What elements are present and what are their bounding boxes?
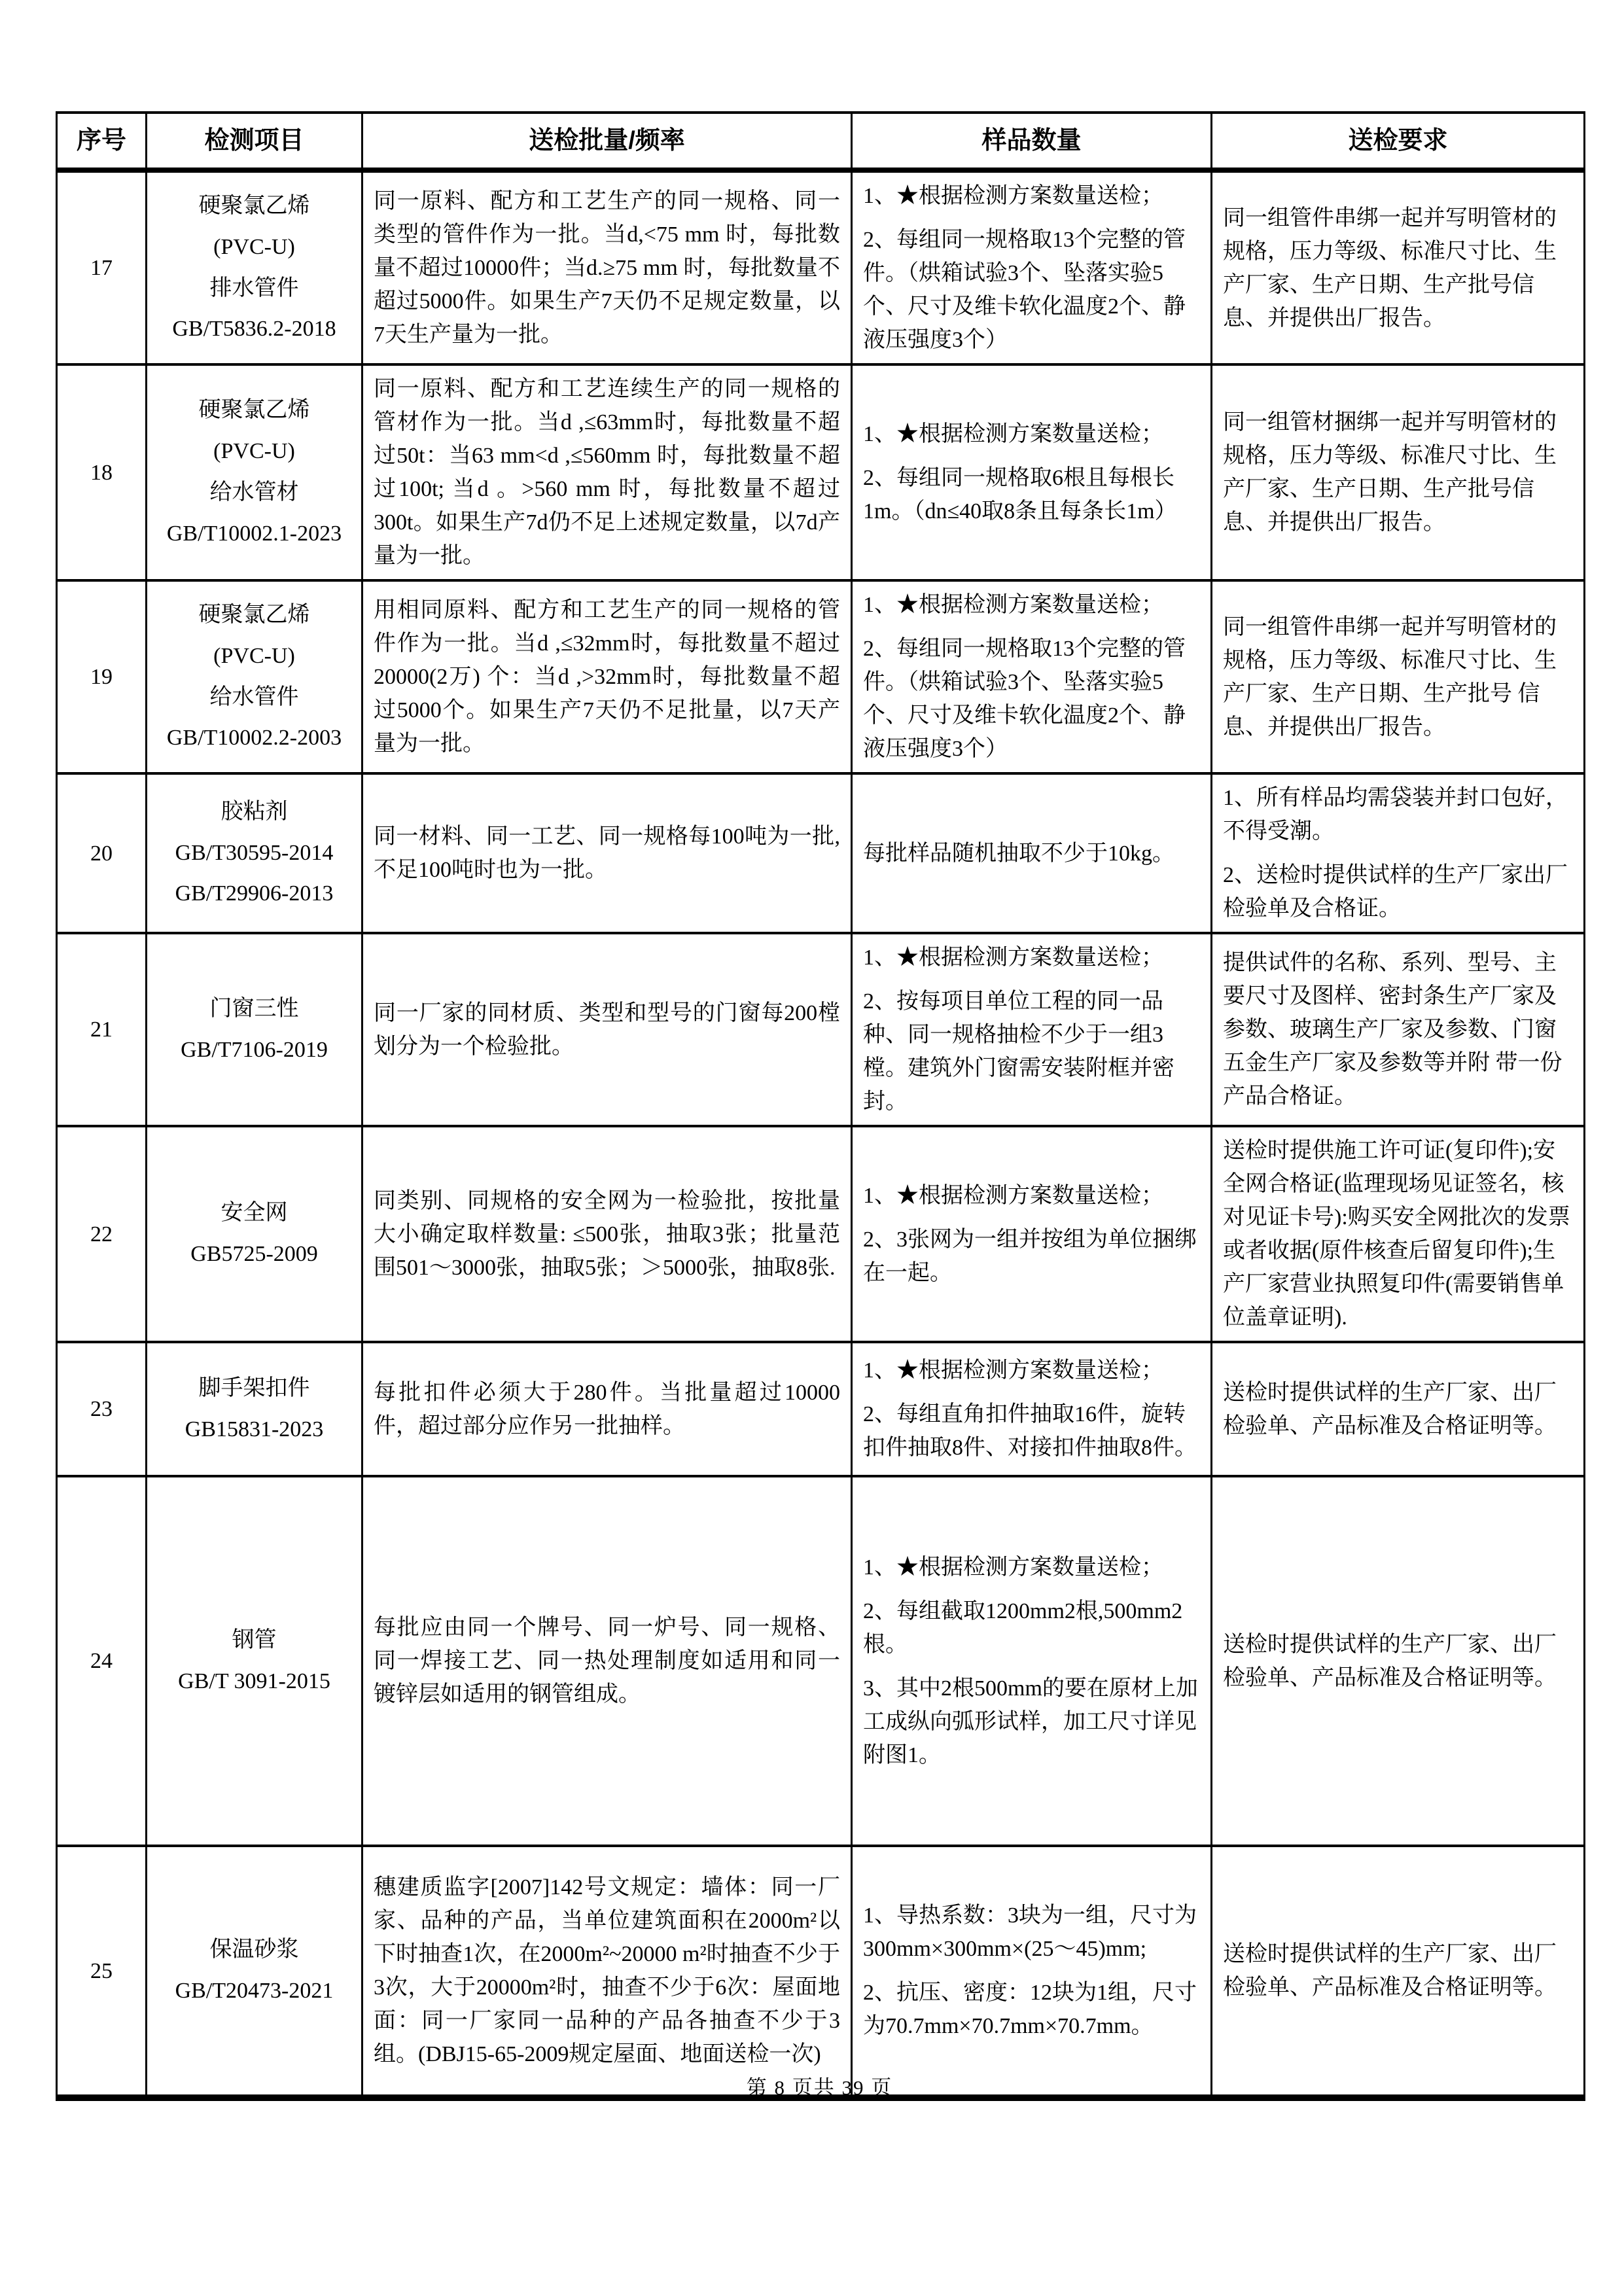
table-row bbox=[57, 1126, 1585, 1342]
requirement-cell bbox=[1212, 170, 1585, 364]
row-number-cell: 18 bbox=[57, 364, 147, 580]
requirement-text: 同一组管件串绑一起并写明管材的规格，压力等级、标准尺寸比、生产厂家、生产日期、生产批号 信息、并提供出厂报告。 bbox=[1223, 614, 1557, 739]
requirement-cell bbox=[1212, 933, 1585, 1126]
sample-quantity-text: 2、3张网为一组并按组为单位捆绑在一起。 bbox=[863, 1227, 1197, 1285]
batch-frequency-text: 同一材料、同一工艺、同一规格每100吨为一批,不足100吨时也为一批。 bbox=[374, 824, 840, 882]
batch-frequency-cell bbox=[362, 1342, 852, 1476]
sample-quantity-cell bbox=[852, 1342, 1212, 1476]
test-item-line: (PVC-U) bbox=[213, 439, 295, 464]
table-row bbox=[57, 170, 1585, 364]
test-item-line: 硬聚氯乙烯 bbox=[198, 398, 310, 423]
test-item-line: 胶粘剂 bbox=[221, 799, 288, 824]
sample-quantity-text: 2、按每项目单位工程的同一品种、同一规格抽检不少于一组3樘。建筑外门窗需安装附框并密封。 bbox=[863, 989, 1174, 1114]
sample-quantity-text: 1、★根据检测方案数量送检； bbox=[863, 593, 1163, 617]
test-item-line: GB/T10002.2-2003 bbox=[166, 726, 342, 751]
row-number-cell: 19 bbox=[57, 580, 147, 773]
requirement-text: 2、送检时提供试样的生产厂家出厂检验单及合格证。 bbox=[1223, 863, 1568, 921]
batch-frequency-cell bbox=[362, 773, 852, 933]
requirement-text: 送检时提供试样的生产厂家、出厂检验单、产品标准及合格证明等。 bbox=[1223, 1380, 1557, 1438]
column-header-no: 序号 bbox=[57, 113, 147, 170]
test-item-line: (PVC-U) bbox=[213, 643, 295, 668]
test-item-line: 硬聚氯乙烯 bbox=[198, 193, 310, 218]
batch-frequency-text: 每批应由同一个牌号、同一炉号、同一规格、同一焊接工艺、同一热处理制度如适用和同一镀锌层如适用的钢管组成。 bbox=[374, 1616, 840, 1706]
table-row bbox=[57, 1342, 1585, 1476]
table-row bbox=[57, 933, 1585, 1126]
sample-quantity-text: 1、★根据检测方案数量送检； bbox=[863, 1555, 1163, 1580]
test-item-line: 安全网 bbox=[221, 1201, 288, 1226]
table-row bbox=[57, 1846, 1585, 2098]
requirement-text: 1、所有样品均需袋装并封口包好，不得受潮。 bbox=[1223, 786, 1568, 843]
table-row bbox=[57, 773, 1585, 933]
row-number-cell: 23 bbox=[57, 1342, 147, 1476]
sample-quantity-text: 1、★根据检测方案数量送检； bbox=[863, 1358, 1163, 1383]
inspection-table bbox=[56, 111, 1585, 2101]
sample-quantity-text: 2、每组同一规格取13个完整的管件。（烘箱试验3个、坠落实验5个、尺寸及维卡软化温度2个、静液压强度3个） bbox=[863, 637, 1186, 761]
row-number-cell: 17 bbox=[57, 170, 147, 364]
requirement-cell bbox=[1212, 1846, 1585, 2098]
requirement-cell bbox=[1212, 1126, 1585, 1342]
batch-frequency-cell bbox=[362, 580, 852, 773]
test-item-line: GB15831-2023 bbox=[185, 1417, 324, 1441]
sample-quantity-cell bbox=[852, 1476, 1212, 1846]
requirement-text: 同一组管材捆绑一起并写明管材的规格，压力等级、标准尺寸比、生产厂家、生产日期、生产批号信息、并提供出厂报告。 bbox=[1223, 410, 1557, 535]
sample-quantity-text: 2、每组截取1200mm2根,500mm2根。 bbox=[863, 1598, 1183, 1657]
row-number-cell: 22 bbox=[57, 1126, 147, 1342]
sample-quantity-text: 1、★根据检测方案数量送检； bbox=[863, 1183, 1163, 1208]
sample-quantity-cell bbox=[852, 170, 1212, 364]
test-item-cell bbox=[147, 933, 362, 1126]
test-item-line: GB/T30595-2014 bbox=[175, 840, 334, 865]
test-item-line: 硬聚氯乙烯 bbox=[198, 602, 310, 627]
requirement-cell bbox=[1212, 580, 1585, 773]
sample-quantity-cell bbox=[852, 1846, 1212, 2098]
table-row bbox=[57, 580, 1585, 773]
row-number-cell: 21 bbox=[57, 933, 147, 1126]
table-row bbox=[57, 1476, 1585, 1846]
test-item-line: 给水管件 bbox=[209, 684, 299, 709]
test-item-cell bbox=[147, 1126, 362, 1342]
column-header-item: 检测项目 bbox=[147, 113, 362, 170]
test-item-cell bbox=[147, 1846, 362, 2098]
requirement-text: 送检时提供施工许可证(复印件);安全网合格证(监理现场见证签名，核对见证卡号):购买安全网批次的发票或者收据(原件核查后留复印件);生产厂家营业执照复印件(需要销售单位盖章证明). bbox=[1223, 1139, 1570, 1330]
batch-frequency-text: 每批扣件必须大于280件。当批量超过10000件，超过部分应作另一批抽样。 bbox=[374, 1380, 840, 1438]
test-item-line: 保温砂浆 bbox=[209, 1937, 299, 1962]
requirement-cell bbox=[1212, 364, 1585, 580]
batch-frequency-text: 同一厂家的同材质、类型和型号的门窗每200樘划分为一个检验批。 bbox=[374, 1000, 840, 1059]
sample-quantity-text: 1、★根据检测方案数量送检； bbox=[863, 184, 1163, 208]
batch-frequency-text: 同一原料、配方和工艺生产的同一规格、同一类型的管件作为一批。当d,<75 mm 时，每批数量不超过10000件；当d.≥75 mm 时，每批数量不超过5000件。如果生产7天仍不足规定数量，以7天生产量为一批。 bbox=[374, 189, 840, 347]
test-item-line: 给水管材 bbox=[209, 480, 299, 504]
page-number: 第 8 页共 39 页 bbox=[746, 2076, 893, 2099]
test-item-cell bbox=[147, 1342, 362, 1476]
test-item-cell bbox=[147, 170, 362, 364]
column-header-sample: 样品数量 bbox=[852, 113, 1212, 170]
row-number-cell: 24 bbox=[57, 1476, 147, 1846]
sample-quantity-cell bbox=[852, 1126, 1212, 1342]
batch-frequency-cell bbox=[362, 1846, 852, 2098]
sample-quantity-text: 每批样品随机抽取不少于10kg。 bbox=[863, 841, 1174, 866]
table-row bbox=[57, 364, 1585, 580]
sample-quantity-text: 1、导热系数：3块为一组，尺寸为300mm×300mm×(25～45)mm; bbox=[863, 1903, 1197, 1961]
test-item-line: 排水管件 bbox=[209, 275, 299, 300]
sample-quantity-text: 1、★根据检测方案数量送检； bbox=[863, 945, 1163, 970]
requirement-text: 同一组管件串绑一起并写明管材的规格，压力等级、标准尺寸比、生产厂家、生产日期、生产批号信息、并提供出厂报告。 bbox=[1223, 205, 1557, 330]
test-item-line: 钢管 bbox=[232, 1627, 277, 1652]
test-item-line: GB5725-2009 bbox=[190, 1242, 318, 1266]
sample-quantity-cell bbox=[852, 773, 1212, 933]
table-body bbox=[57, 170, 1585, 2098]
batch-frequency-text: 同类别、同规格的安全网为一检验批，按批量大小确定取样数量: ≤500张，抽取3张；批量范围501～3000张，抽取5张；＞5000张，抽取8张. bbox=[374, 1188, 840, 1280]
test-item-line: GB/T 3091-2015 bbox=[178, 1669, 330, 1693]
test-item-line: GB/T29906-2013 bbox=[175, 881, 334, 906]
sample-quantity-text: 3、其中2根500mm的要在原材上加工成纵向弧形试样，加工尺寸详见附图1。 bbox=[863, 1676, 1198, 1767]
row-number-cell: 25 bbox=[57, 1846, 147, 2098]
test-item-cell bbox=[147, 364, 362, 580]
batch-frequency-cell bbox=[362, 1126, 852, 1342]
sample-quantity-text: 2、每组同一规格取13个完整的管件。（烘箱试验3个、坠落实验5个、尺寸及维卡软化温度2个、静液压强度3个） bbox=[863, 228, 1186, 352]
sample-quantity-text: 2、每组同一规格取6根且每根长1m。（dn≤40取8条且每条长1m） bbox=[863, 465, 1177, 523]
test-item-cell bbox=[147, 1476, 362, 1846]
requirement-text: 送检时提供试样的生产厂家、出厂检验单、产品标准及合格证明等。 bbox=[1223, 1632, 1557, 1690]
test-item-line: 门窗三性 bbox=[209, 996, 299, 1021]
column-header-requirement: 送检要求 bbox=[1212, 113, 1585, 170]
sample-quantity-cell bbox=[852, 933, 1212, 1126]
batch-frequency-text: 穗建质监字[2007]142号文规定：墙体：同一厂家、品种的产品，当单位建筑面积在2000m²以下时抽查1次，在2000m²~20000 m²时抽查不少于3次，大于20000m²时，抽查不少于6次：屋面地面：同一厂家同一品种的产品各抽查不少于3组。(DBJ15-65-2009规定屋面、地面送检一次) bbox=[374, 1875, 840, 2066]
column-header-batch: 送检批量/频率 bbox=[362, 113, 852, 170]
row-number-cell: 20 bbox=[57, 773, 147, 933]
batch-frequency-cell bbox=[362, 933, 852, 1126]
sample-quantity-text: 1、★根据检测方案数量送检； bbox=[863, 421, 1163, 446]
sample-quantity-cell bbox=[852, 364, 1212, 580]
test-item-cell bbox=[147, 580, 362, 773]
header-row bbox=[57, 113, 1585, 170]
requirement-text: 送检时提供试样的生产厂家、出厂检验单、产品标准及合格证明等。 bbox=[1223, 1942, 1557, 2000]
test-item-line: 脚手架扣件 bbox=[198, 1375, 310, 1400]
test-item-line: GB/T7106-2019 bbox=[181, 1037, 328, 1062]
sample-quantity-text: 2、抗压、密度：12块为1组，尺寸为70.7mm×70.7mm×70.7mm。 bbox=[863, 1981, 1197, 2038]
test-item-line: GB/T20473-2021 bbox=[175, 1979, 334, 2003]
sample-quantity-text: 2、每组直角扣件抽取16件，旋转扣件抽取8件、对接扣件抽取8件。 bbox=[863, 1402, 1197, 1460]
sample-quantity-cell bbox=[852, 580, 1212, 773]
batch-frequency-text: 同一原料、配方和工艺连续生产的同一规格的管材作为一批。当d ,≤63mm时，每批数量不超过50t：当63 mm<d ,≤560mm 时，每批数量不超过100t; 当d 。>560 mm 时，每批数量不超过300t。如果生产7d仍不足上述规定数量，以7d产量为一批。 bbox=[374, 377, 840, 568]
test-item-cell bbox=[147, 773, 362, 933]
batch-frequency-cell bbox=[362, 170, 852, 364]
batch-frequency-text: 用相同原料、配方和工艺生产的同一规格的管件作为一批。当d ,≤32mm时，每批数量不超过20000(2万) 个：当d ,>32mm时，每批数量不超过5000个。如果生产7天仍不足批量，以7天产量为一批。 bbox=[374, 598, 840, 756]
test-item-line: GB/T10002.1-2023 bbox=[166, 521, 342, 546]
requirement-cell bbox=[1212, 1476, 1585, 1846]
requirement-text: 提供试件的名称、系列、型号、主要尺寸及图样、密封条生产厂家及参数、玻璃生产厂家及参数、门窗五金生产厂家及参数等并附 带一份产品合格证。 bbox=[1223, 951, 1562, 1108]
test-item-line: (PVC-U) bbox=[213, 234, 295, 259]
requirement-cell bbox=[1212, 1342, 1585, 1476]
batch-frequency-cell bbox=[362, 1476, 852, 1846]
requirement-cell bbox=[1212, 773, 1585, 933]
batch-frequency-cell bbox=[362, 364, 852, 580]
test-item-line: GB/T5836.2-2018 bbox=[172, 317, 336, 342]
